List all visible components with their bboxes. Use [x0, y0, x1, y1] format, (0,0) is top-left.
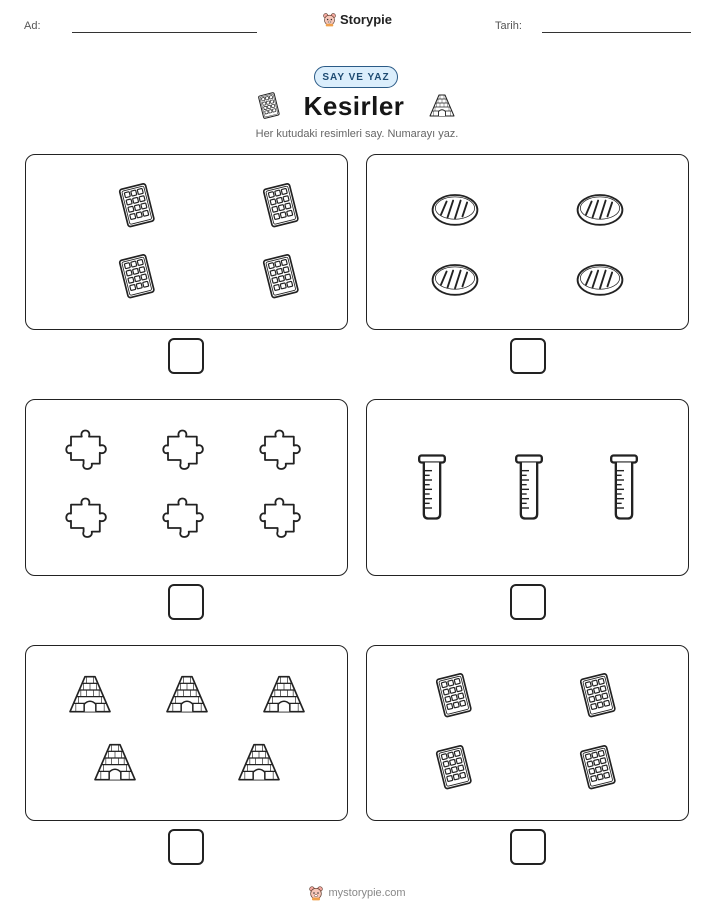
brand-logo [0, 12, 714, 32]
chocolate-bar-icon [429, 742, 479, 794]
answer-box-1[interactable] [168, 338, 204, 374]
puzzle-piece-icon [62, 424, 116, 478]
pyramid-icon [254, 670, 314, 720]
count-box-4 [366, 399, 689, 576]
brand-name: Storypie [339, 12, 392, 27]
mascot-icon [308, 885, 324, 901]
test-tube-icon [494, 452, 564, 522]
page-title: Kesirler [303, 90, 405, 121]
date-line[interactable] [542, 32, 691, 33]
puzzle-piece-icon [159, 424, 213, 478]
count-box-3 [25, 399, 348, 576]
chocolate-bar-icon [254, 90, 284, 122]
bread-loaf-icon [572, 181, 628, 237]
answer-box-3[interactable] [168, 584, 204, 620]
date-label: Tarih: [495, 20, 522, 32]
pyramid-icon [60, 670, 120, 720]
count-box-6 [366, 645, 689, 821]
footer-url[interactable]: mystorypie.com [328, 887, 406, 899]
bread-loaf-icon [427, 251, 483, 307]
answer-box-5[interactable] [168, 829, 204, 865]
mascot-icon [322, 12, 337, 27]
pyramid-icon [157, 670, 217, 720]
chocolate-bar-icon [112, 251, 162, 303]
chocolate-bar-icon [573, 742, 623, 794]
puzzle-piece-icon [256, 492, 310, 546]
test-tube-icon [589, 452, 659, 522]
chocolate-bar-icon [256, 180, 306, 232]
answer-box-2[interactable] [510, 338, 546, 374]
name-line[interactable] [72, 32, 257, 33]
pyramid-icon [229, 738, 289, 788]
title-row [0, 90, 714, 122]
chocolate-bar-icon [256, 251, 306, 303]
chocolate-bar-icon [573, 670, 623, 722]
puzzle-piece-icon [256, 424, 310, 478]
chocolate-bar-icon [429, 670, 479, 722]
pyramid-icon [85, 738, 145, 788]
answer-box-6[interactable] [510, 829, 546, 865]
bread-loaf-icon [427, 181, 483, 237]
footer [0, 885, 714, 906]
instructions: Her kutudaki resimleri say. Numarayı yaz. [255, 128, 459, 140]
chocolate-bar-icon [112, 180, 162, 232]
answer-box-4[interactable] [510, 584, 546, 620]
puzzle-piece-icon [62, 492, 116, 546]
test-tube-icon [397, 452, 467, 522]
activity-badge: SAY VE YAZ [314, 66, 398, 88]
count-box-1 [25, 154, 348, 330]
name-label: Ad: [24, 20, 41, 32]
count-box-5 [25, 645, 348, 821]
puzzle-piece-icon [159, 492, 213, 546]
count-box-2 [366, 154, 689, 330]
pyramid-icon [424, 91, 460, 121]
bread-loaf-icon [572, 251, 628, 307]
